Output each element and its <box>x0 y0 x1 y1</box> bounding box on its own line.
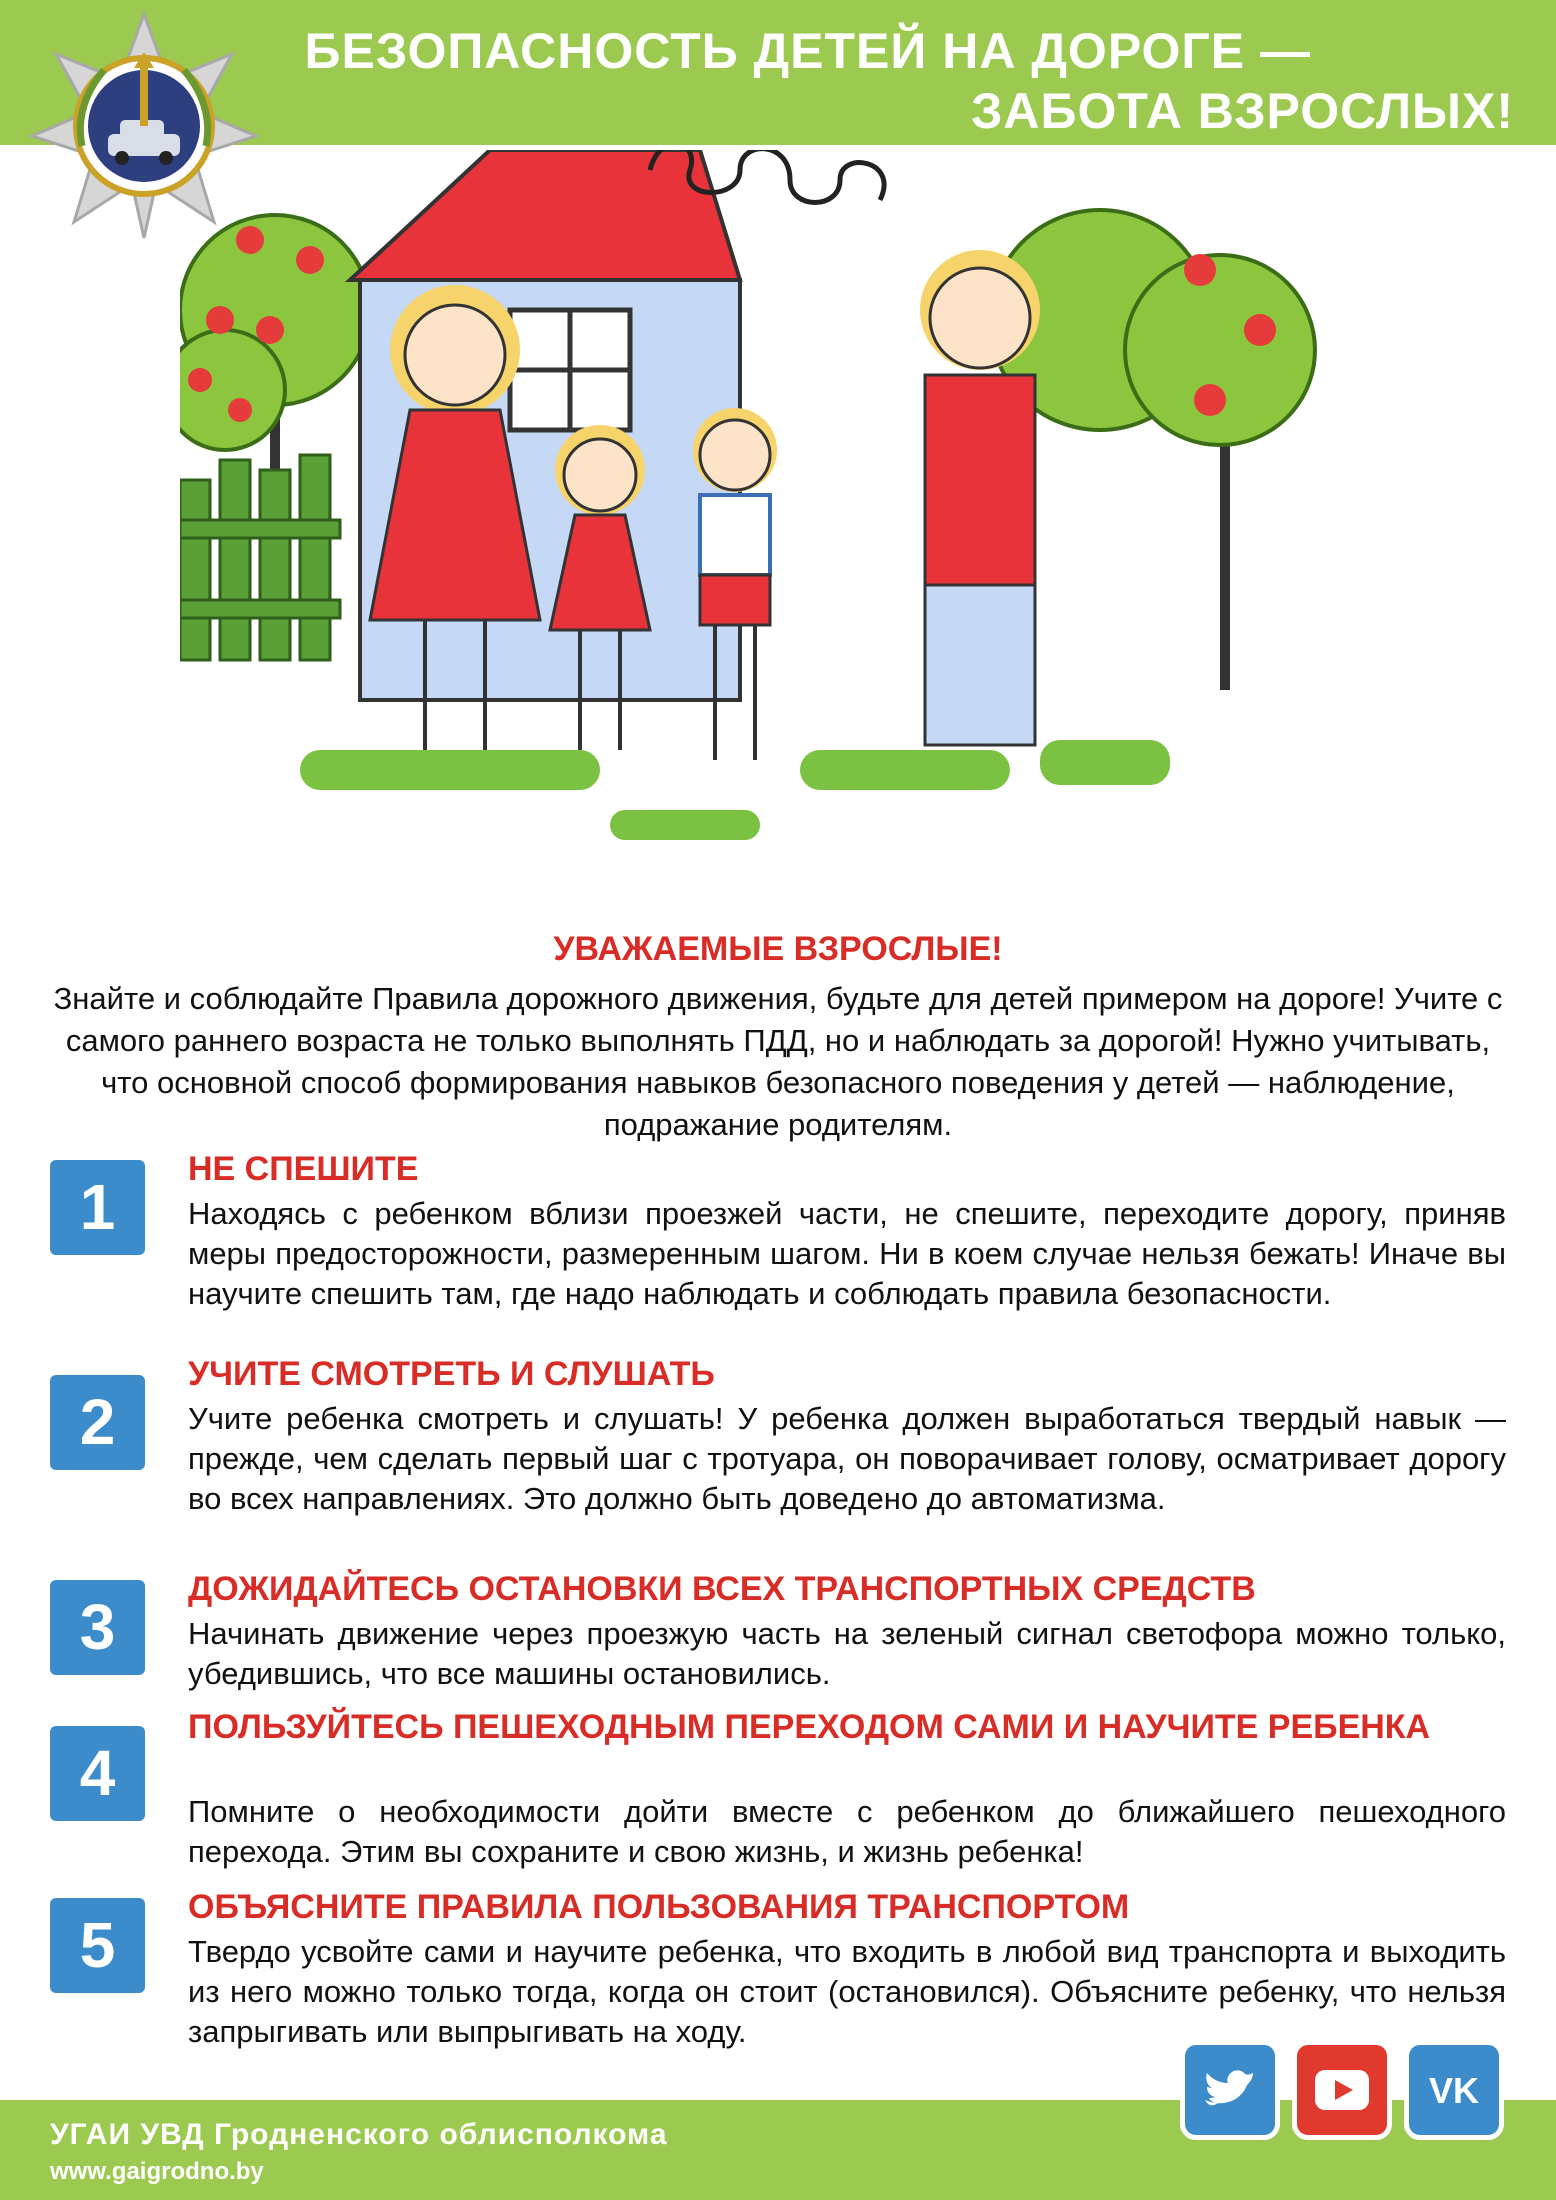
tip-item-4 <box>50 1708 1506 1868</box>
boy-figure <box>693 408 777 760</box>
footer-organization: УГАИ УВД Гродненского облисполкома <box>50 2118 668 2151</box>
vk-icon[interactable] <box>1404 2040 1504 2140</box>
tip-text: Твердо усвойте сами и научите ребенка, что входить в любой вид транспорта и выходить из него можно только тогда, когда он стоит (остановился). Объясните ребенку, что нельзя запрыгивать или выпрыгивать на ходу. <box>188 1934 1506 2049</box>
twitter-icon[interactable] <box>1180 2040 1280 2140</box>
family-house-illustration <box>180 150 1380 910</box>
vk-label: VK <box>1428 2070 1480 2111</box>
tip-text: Начинать движение через проезжую часть на зеленый сигнал светофора можно только, убедившись, что все машины остановились. <box>188 1616 1506 1691</box>
page-title-line2: ЗАБОТА ВЗРОСЛЫХ! <box>971 83 1514 139</box>
number-badge: 4 <box>50 1726 145 1821</box>
tip-text: Учите ребенка смотреть и слушать! У ребенка должен выработаться твердый навык — прежде, чем сделать первый шаг с тротуара, он поворачивает голову, осматривает дорогу во всех направлениях. Это должно быть доведено до автоматизма. <box>188 1401 1506 1516</box>
father-figure <box>920 250 1040 745</box>
page-title-line1: БЕЗОПАСНОСТЬ ДЕТЕЙ НА ДОРОГЕ — <box>304 23 1311 79</box>
tip-text: Находясь с ребенком вблизи проезжей части, не спешите, переходите дорогу, приняв меры предосторожности, размеренным шагом. Ни в коем случае нельзя бежать! Иначе вы научите спешить там, где надо наблюдать и соблюдать правила безопасности. <box>188 1196 1506 1311</box>
tip-title: ПОЛЬЗУЙТЕСЬ ПЕШЕХОДНЫМ ПЕРЕХОДОМ САМИ И НАУЧИТЕ РЕБЕНКА <box>188 1708 1431 1746</box>
fence <box>180 455 340 660</box>
tip-title: УЧИТЕ СМОТРЕТЬ И СЛУШАТЬ <box>188 1355 715 1393</box>
grass <box>300 740 1170 840</box>
tip-title: ДОЖИДАЙТЕСЬ ОСТАНОВКИ ВСЕХ ТРАНСПОРТНЫХ СРЕДСТВ <box>188 1570 1256 1608</box>
tip-item-1 <box>50 1150 1506 1350</box>
number-badge: 3 <box>50 1580 145 1675</box>
youtube-play-icon <box>1297 2045 1387 2135</box>
tip-text: Помните о необходимости дойти вместе с ребенком до ближайшего пешеходного перехода. Этим вы сохраните и свою жизнь, и жизнь ребенка! <box>188 1794 1506 1869</box>
tip-item-2 <box>50 1355 1506 1555</box>
number-badge: 5 <box>50 1898 145 1993</box>
tip-item-3 <box>50 1570 1506 1690</box>
tip-title: ОБЪЯСНИТЕ ПРАВИЛА ПОЛЬЗОВАНИЯ ТРАНСПОРТОМ <box>188 1888 1130 1926</box>
footer-url[interactable]: www.gaigrodno.by <box>50 2158 264 2185</box>
number-badge: 2 <box>50 1375 145 1470</box>
youtube-icon[interactable] <box>1292 2040 1392 2140</box>
twitter-bird-icon <box>1185 2045 1275 2135</box>
tip-title: НЕ СПЕШИТЕ <box>188 1150 419 1188</box>
right-apple-tree <box>990 210 1315 690</box>
tip-item-5 <box>50 1888 1506 2088</box>
number-badge: 1 <box>50 1160 145 1255</box>
intro-text: Знайте и соблюдайте Правила дорожного движения, будьте для детей примером на дороге! Учите с самого раннего возраста не только выполнять ПДД, но и наблюдать за дорогой! Нужно учитывать, что основной способ формирования навыков безопасного поведения у детей — наблюдение, подражание родителям. <box>53 981 1503 1142</box>
intro-heading: УВАЖАЕМЫЕ ВЗРОСЛЫЕ! <box>553 930 1003 968</box>
vk-logo-icon <box>1409 2045 1499 2135</box>
